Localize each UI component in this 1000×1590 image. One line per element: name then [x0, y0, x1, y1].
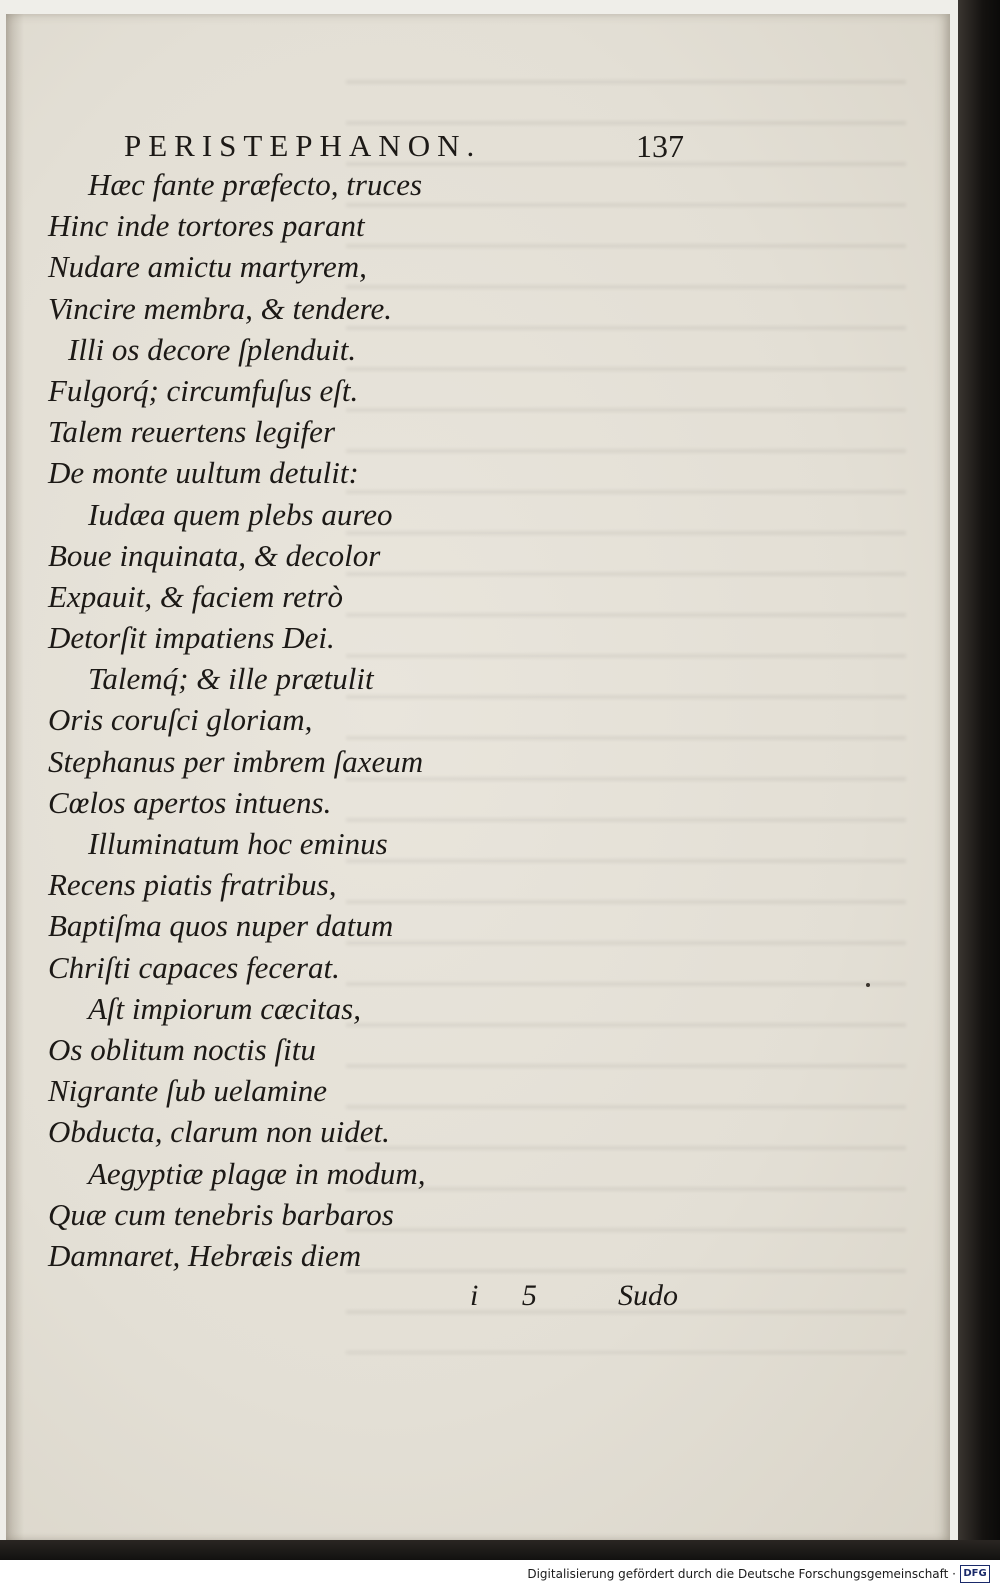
funding-credit: Digitalisierung gefördert durch die Deutsche Forschungsgemeinschaft ·	[527, 1567, 956, 1581]
verse-line: Chriſti capaces fecerat.	[48, 949, 340, 985]
verse-line: Nudare amictu martyrem,	[48, 249, 367, 285]
verse-line: Hæc fante præfecto, truces	[88, 167, 423, 202]
signature-number: 5	[521, 1279, 537, 1312]
verse-line: Aegyptiæ plagæ in modum,	[88, 1155, 426, 1191]
signature-mark	[470, 1278, 537, 1314]
verse-line: Fulgorq́; circumfuſus eſt.	[48, 372, 359, 408]
page-header	[124, 128, 684, 164]
verse-line: Os oblitum noctis ſitu	[48, 1031, 316, 1067]
verse-line: Talem reuertens legifer	[48, 414, 336, 450]
verse-line: Boue inquinata, & decolor	[48, 537, 381, 573]
running-title: PERISTEPHANON.	[124, 128, 482, 163]
verse-line: Expauit, & faciem retrò	[48, 578, 344, 614]
page-edge-right	[958, 0, 1000, 1558]
catchword: Sudo	[618, 1279, 678, 1312]
verse-line: Aſt impiorum cæcitas,	[88, 990, 361, 1026]
verse-line: Cœlos apertos intuens.	[48, 784, 332, 820]
page-number: 137	[636, 128, 684, 164]
verse-line: Talemq́; & ille prætulit	[88, 661, 374, 697]
verse-line: Illuminatum hoc eminus	[88, 826, 388, 861]
verse-line: Detorſit impatiens Dei.	[48, 620, 335, 656]
page-edge-bottom	[0, 1540, 1000, 1560]
verse-line: Stephanus per imbrem ſaxeum	[48, 743, 424, 779]
page-gutter-shadow	[6, 14, 24, 1544]
signature-letter: i	[470, 1279, 479, 1312]
verse-line: De monte uultum detulit:	[48, 455, 359, 491]
verse-line: Hinc inde tortores parant	[48, 208, 365, 244]
verse-line: Damnaret, Hebræis diem	[48, 1237, 362, 1273]
verse-line: Obducta, clarum non uidet.	[48, 1114, 390, 1150]
verse-line: Vincire membra, & tendere.	[48, 290, 393, 326]
verse-line: Quæ cum tenebris barbaros	[48, 1196, 394, 1232]
verse-line: Oris coruſci gloriam,	[48, 702, 313, 738]
verse-text	[48, 164, 608, 1276]
ink-speck	[866, 983, 870, 987]
verse-line: Nigrante ſub uelamine	[48, 1073, 327, 1109]
verse-line: Recens piatis fratribus,	[48, 867, 337, 903]
verse-line: Baptiſma quos nuper datum	[48, 908, 394, 944]
verse-line: Iudæa quem plebs aureo	[88, 496, 393, 532]
dfg-logo-icon: DFG	[960, 1565, 990, 1583]
verse-line: Illi os decore ſplenduit.	[68, 331, 357, 367]
